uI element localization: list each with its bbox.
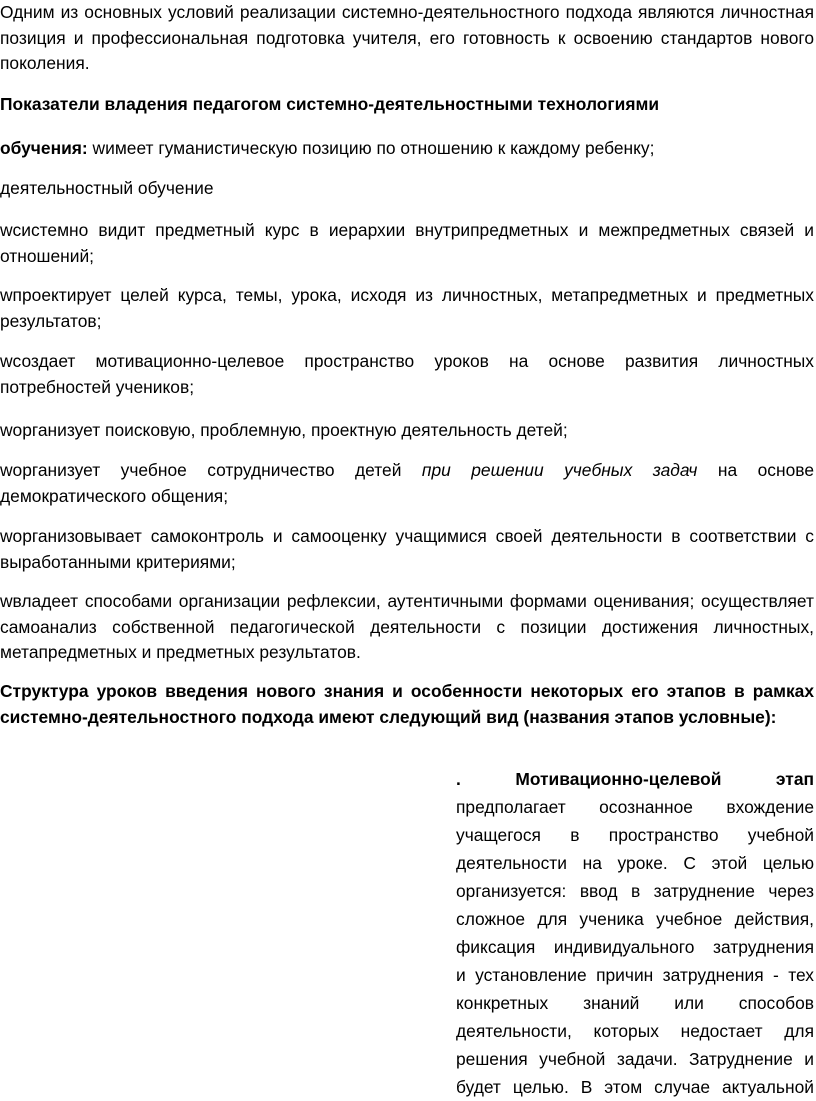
stage-line: деятельности на уроке. С этой целью [456, 853, 814, 873]
indicator-item-motivation: wсоздает мотивационно-целевое пространство уроков на основе развития личностных потребностей учеников; [0, 351, 814, 397]
cooperation-text-italic: при решении учебных задач [421, 460, 698, 480]
stage-line: организуется: ввод в затруднение через [456, 881, 814, 901]
activity-line: деятельностный обучение [0, 178, 214, 198]
structure-heading: Структура уроков введения нового знания и особенности некоторых его этапов в рамках системно-деятельностного подхода имеют следующий вид (названия этапов условные): [0, 681, 814, 727]
stage-line: и установление причин затруднения - тех [456, 965, 814, 985]
indicators-first-item [0, 136, 814, 162]
indicator-item-reflection: wвладеет способами организации рефлексии, аутентичными формами оценивания; осуществляет самоанализ собственной педагогической деятельности с позиции достижения личностных, метапредметных и предметных результатов. [0, 591, 814, 662]
indicator-item-system: wсистемно видит предметный курс в иерархии внутрипредметных и межпредметных связей и отношений; [0, 220, 814, 266]
stage-line: сложное для ученика учебное действия, [456, 909, 814, 929]
indicator-item-cooperation [0, 458, 814, 509]
indicator-item-search: wорганизует поисковую, проблемную, проектную деятельность детей; [0, 420, 568, 440]
stage-line: деятельности, которых недостает для [456, 1021, 814, 1041]
cooperation-text-after: на основе демократического общения; [0, 460, 814, 506]
indicator-item-selfcontrol: wорганизовывает самоконтроль и самооценку учащимися своей деятельности в соответствии с выработанными критериями; [0, 526, 814, 572]
stage-line: конкретных знаний или способов [456, 993, 814, 1013]
stage-line: фиксация индивидуального затруднения [456, 937, 814, 957]
stage-line: будет целью. В этом случае актуальной [456, 1077, 814, 1097]
stage-line: решения учебной задачи. Затруднение и [456, 1049, 814, 1069]
stage-column [456, 765, 814, 1101]
indicator-item-humanistic: wимеет гуманистическую позицию по отношению к каждому ребенку; [87, 138, 655, 158]
indicators-heading: Показатели владения педагогом системно-деятельностными технологиями [0, 94, 660, 114]
indicators-heading-continued: обучения: [0, 138, 88, 158]
stage-line: предполагает осознанное вхождение [456, 797, 814, 817]
intro-paragraph: Одним из основных условий реализации системно-деятельностного подхода являются личностная позиция и профессиональная подготовка учителя, его готовность к освоению стандартов нового поколения. [0, 2, 814, 73]
indicator-item-goals: wпроектирует целей курса, темы, урока, исходя из личностных, метапредметных и предметных результатов; [0, 285, 814, 331]
cooperation-text-before: wорганизует учебное сотрудничество детей [0, 460, 422, 480]
stage-line: учащегося в пространство учебной [456, 825, 814, 845]
stage-title: . Мотивационно-целевой этап [456, 769, 814, 789]
